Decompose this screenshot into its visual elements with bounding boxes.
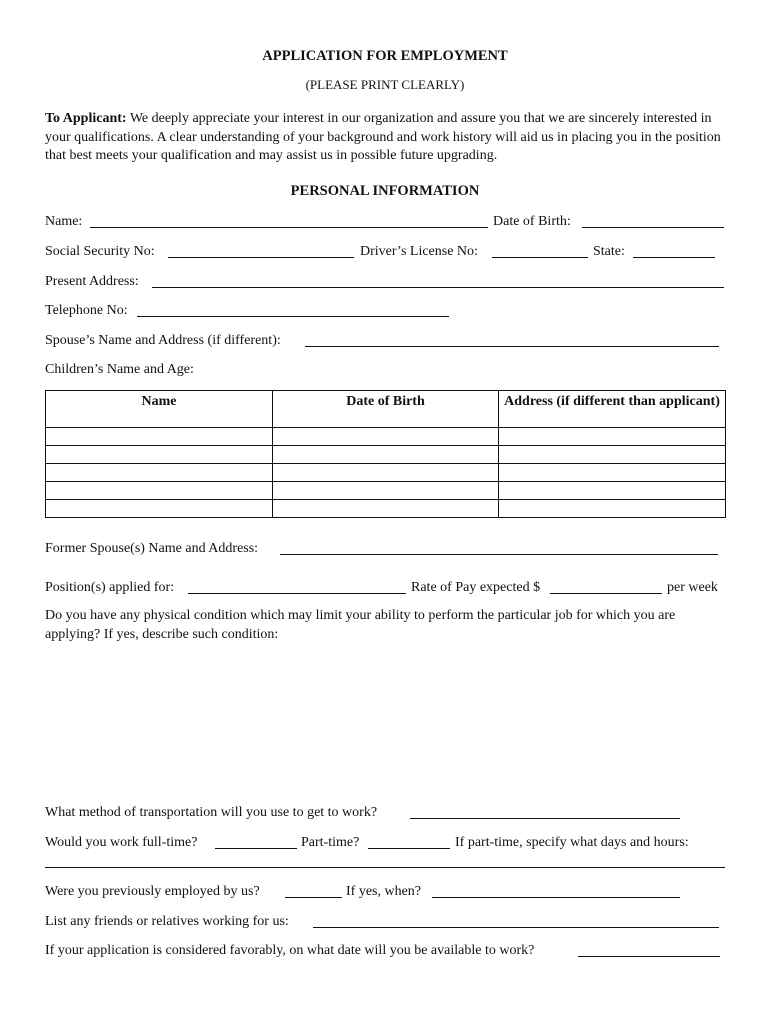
table-cell[interactable] [273,500,499,518]
table-row [46,446,726,464]
friends-field[interactable] [313,927,719,928]
spouse-field[interactable] [305,346,719,347]
form-subtitle: (PLEASE PRINT CLEARLY) [305,77,465,92]
table-cell[interactable] [46,446,273,464]
table-cell[interactable] [273,482,499,500]
address-field[interactable] [152,287,724,288]
table-cell[interactable] [499,482,726,500]
prev-employed-field[interactable] [285,897,342,898]
table-cell[interactable] [46,482,273,500]
table-cell[interactable] [499,446,726,464]
table-cell[interactable] [273,446,499,464]
fulltime-field[interactable] [215,848,297,849]
table-cell[interactable] [499,464,726,482]
transport-field[interactable] [410,818,680,819]
prev-employed-label: Were you previously employed by us? [45,884,260,899]
children-table-header [46,391,726,428]
children-label: Children’s Name and Age: [45,362,194,377]
form-title: APPLICATION FOR EMPLOYMENT [262,48,508,64]
table-cell[interactable] [499,428,726,446]
if-yes-when-label: If yes, when? [346,884,422,899]
table-row [46,482,726,500]
license-field[interactable] [492,257,588,258]
state-field[interactable] [633,257,715,258]
phone-field[interactable] [137,316,449,317]
if-yes-when-field[interactable] [432,897,680,898]
condition-answer-area[interactable] [45,650,725,790]
position-label: Position(s) applied for: [45,580,175,595]
parttime-field[interactable] [368,848,450,849]
table-cell[interactable] [273,428,499,446]
state-label: State: [593,244,625,259]
table-cell[interactable] [46,428,273,446]
ssn-label: Social Security No: [45,244,155,259]
section-heading-personal: PERSONAL INFORMATION [290,183,480,199]
table-row [46,500,726,518]
table-cell[interactable] [46,464,273,482]
children-table [45,390,726,518]
former-spouse-label: Former Spouse(s) Name and Address: [45,541,259,556]
available-date-field[interactable] [578,956,720,957]
intro-text: We deeply appreciate your interest in our organization and assure you that we are sincerely interested in your qualifications. A clear understanding of your background and work history will aid us in placing you in the position that best meets your qualification and may assist us in possible future upgrading. [45,111,721,163]
former-spouse-field[interactable] [280,554,718,555]
ssn-field[interactable] [168,257,354,258]
table-row [46,464,726,482]
rate-field[interactable] [550,593,662,594]
position-field[interactable] [188,593,406,594]
children-col-dob: Date of Birth [273,391,499,428]
rate-label: Rate of Pay expected $ [411,580,541,595]
transport-label: What method of transportation will you use to get to work? [45,805,378,820]
parttime-label: Part-time? [301,835,360,850]
friends-label: List any friends or relatives working for us: [45,914,289,929]
phone-label: Telephone No: [45,303,128,318]
intro-lead: To Applicant: [45,111,127,126]
spouse-label: Spouse’s Name and Address (if different): [45,333,281,348]
fulltime-label: Would you work full-time? [45,835,198,850]
name-field[interactable] [90,227,488,228]
available-label: If your application is considered favorably, on what date will you be available to work? [45,943,535,958]
per-week-label: per week [667,580,718,595]
parttime-specify-label: If part-time, specify what days and hours: [455,835,689,850]
children-col-name: Name [46,391,273,428]
table-row [46,428,726,446]
condition-question: Do you have any physical condition which may limit your ability to perform the particular job for which you are applying? If yes, describe such condition: [45,608,676,642]
dob-label: Date of Birth: [493,214,571,229]
intro-paragraph [45,110,735,166]
table-cell[interactable] [46,500,273,518]
children-col-address: Address (if different than applicant) [499,391,726,428]
table-cell[interactable] [273,464,499,482]
address-label: Present Address: [45,274,139,289]
table-cell[interactable] [499,500,726,518]
parttime-specify-field[interactable] [45,867,725,868]
name-label: Name: [45,214,83,229]
dob-field[interactable] [582,227,724,228]
license-label: Driver’s License No: [360,244,478,259]
